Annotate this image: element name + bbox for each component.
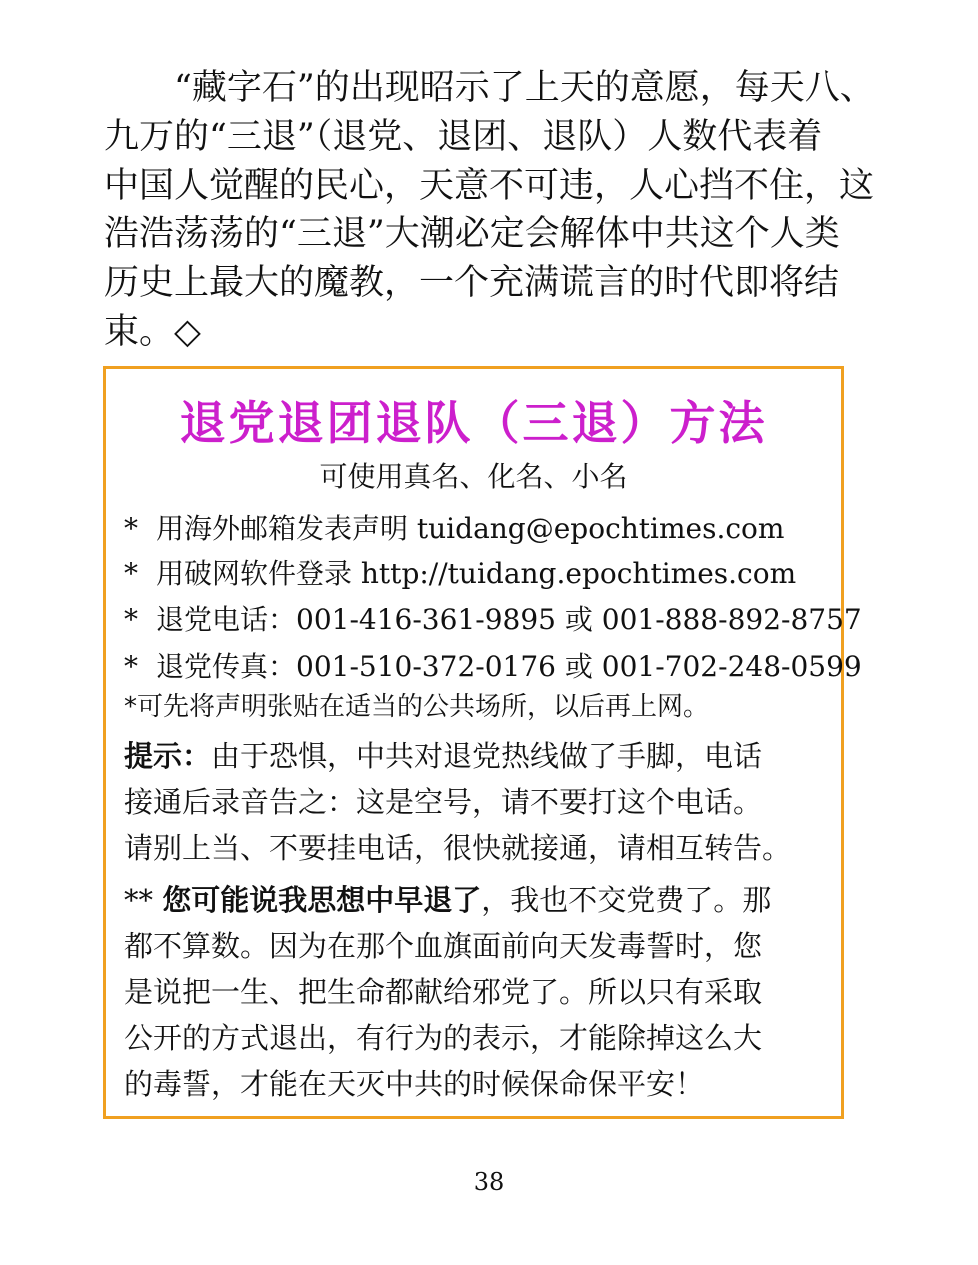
quote-line: 公开的方式退出，有行为的表示，才能除掉这么大	[124, 1021, 763, 1055]
intro-line: 束。◇	[104, 311, 201, 352]
method-web-text: 用破网软件登录 http://tuidang.epochtimes.com	[156, 557, 797, 590]
quote-line: 都不算数。因为在那个血旗面前向天发毒誓时，您	[124, 929, 763, 963]
intro-paragraph	[104, 64, 875, 357]
intro-line: “藏字石”的出现昭示了上天的意愿，每天八、	[104, 68, 875, 108]
quote-line: 的毒誓，才能在天灭中共的时候保命保平安！	[124, 1067, 705, 1101]
tip-paragraph	[124, 733, 830, 871]
quote-bold-text: 您可能说我思想中早退了	[162, 883, 482, 917]
tip-line: 请别上当、不要挂电话，很快就接通，请相互转告。	[124, 831, 792, 865]
quote-line: 是说把一生、把生命都献给邪党了。所以只有采取	[124, 975, 763, 1009]
intro-line: 中国人觉醒的民心，天意不可违，人心挡不住，这	[104, 165, 875, 206]
box-subtitle: 可使用真名、化名、小名	[319, 460, 628, 493]
intro-line: 九万的“三退”（退党、退团、退队）人数代表着	[104, 116, 823, 157]
method-phone-text: 退党电话：001-416-361-9895 或 001-888-892-8757	[156, 603, 862, 636]
method-fax-text: 退党传真：001-510-372-0176 或 001-702-248-0599	[156, 650, 862, 683]
method-email	[124, 507, 784, 547]
tip-label: 提示：	[124, 739, 212, 773]
quote-line: ，我也不交党费了。那	[481, 883, 772, 917]
tip-line: 由于恐惧，中共对退党热线做了手脚，电话	[211, 739, 763, 773]
quote-paragraph	[124, 877, 830, 1107]
posting-note: *可先将声明张贴在适当的公共场所，以后再上网。	[124, 692, 710, 722]
bullet: *	[124, 650, 138, 683]
bullet: *	[124, 512, 138, 545]
method-phone	[124, 598, 862, 638]
box-title: 退党退团退队（三退）方法	[179, 396, 768, 450]
bullet: *	[124, 603, 138, 636]
quote-prefix: **	[124, 883, 163, 917]
method-email-text: 用海外邮箱发表声明 tuidang@epochtimes.com	[156, 512, 785, 545]
intro-line: 历史上最大的魔教，一个充满谎言的时代即将结	[104, 263, 840, 304]
bullet: *	[124, 557, 138, 590]
tip-line: 接通后录音告之：这是空号，请不要打这个电话。	[124, 785, 763, 819]
page-number: 38	[473, 1168, 505, 1196]
intro-line: 浩浩荡荡的“三退”大潮必定会解体中共这个人类	[104, 214, 840, 255]
method-web	[124, 552, 796, 592]
method-fax	[124, 645, 862, 685]
tuidang-info-box	[103, 366, 862, 1119]
